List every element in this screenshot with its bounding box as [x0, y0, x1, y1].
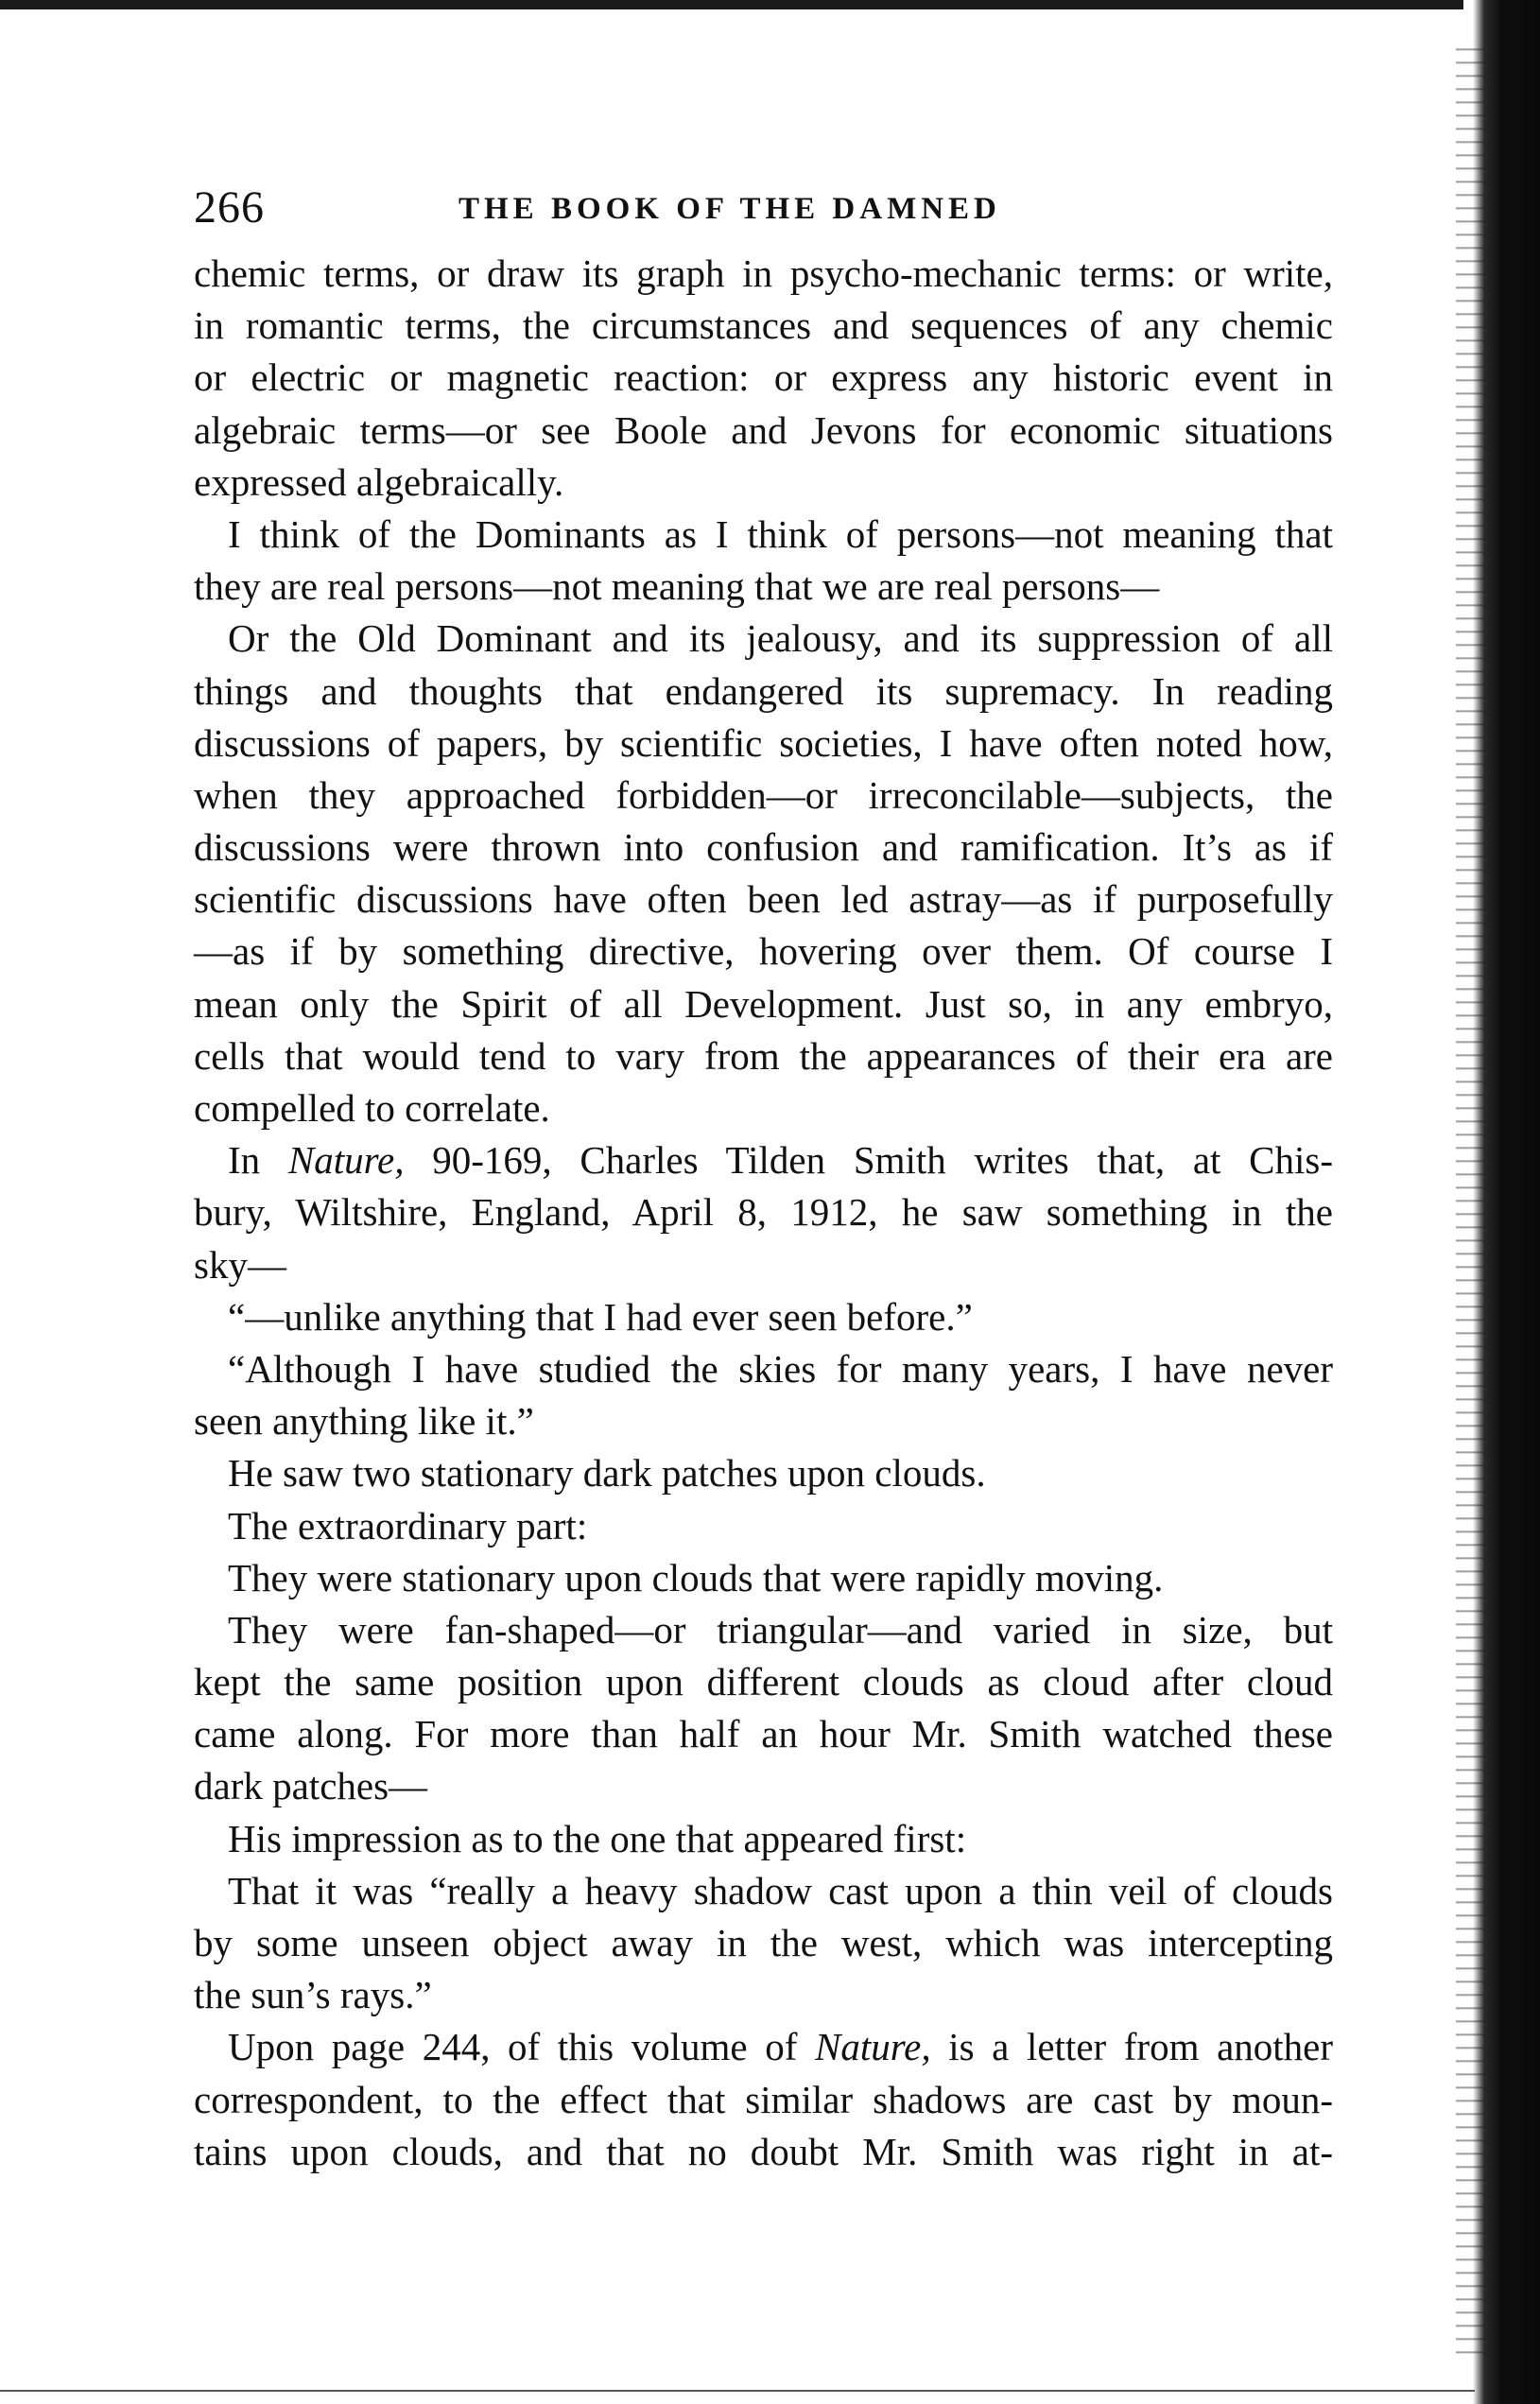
text-line: when they approached forbidden—or irreconcilable—subjects, the: [194, 772, 1333, 817]
text-line: “—unlike anything that I had ever seen before.”: [228, 1294, 973, 1339]
text-line: Or the Old Dominant and its jealousy, and its suppression of all: [228, 616, 1333, 661]
text-line: His impression as to the one that appeared first:: [228, 1816, 967, 1860]
text-line: tains upon clouds, and that no doubt Mr. Smith was right in at-: [194, 2129, 1333, 2173]
journal-title: Nature,: [814, 2025, 931, 2069]
text-line: cells that would tend to vary from the appearances of their era are: [194, 1033, 1333, 1078]
text-line: compelled to correlate.: [194, 1086, 550, 1130]
text-line: I think of the Dominants as I think of persons—not meaning that: [228, 511, 1333, 556]
scan-edge-texture: [1456, 38, 1484, 2363]
text-line: algebraic terms—or see Boole and Jevons for economic situations: [194, 407, 1333, 452]
text-line: discussions of papers, by scientific societies, I have often noted how,: [194, 720, 1333, 765]
text-line: kept the same position upon different clouds as cloud after cloud: [194, 1660, 1333, 1704]
text-line: scientific discussions have often been led astray—as if purposefully: [194, 877, 1333, 922]
text-line: dark patches—: [194, 1764, 428, 1808]
page-number: 266: [194, 182, 265, 233]
text-line: Upon page 244, of this volume of Nature, is a letter from another: [228, 2025, 1334, 2069]
text-line: expressed algebraically.: [194, 459, 564, 504]
scan-top-edge: [0, 0, 1540, 9]
text-line: That it was “really a heavy shadow cast upon a thin veil of clouds: [228, 1868, 1333, 1912]
text-line: the sun’s rays.”: [194, 1973, 432, 2017]
running-title: THE BOOK OF THE DAMNED: [459, 192, 1001, 226]
scan-bottom-edge: [0, 2390, 1475, 2392]
text-line: He saw two stationary dark patches upon clouds.: [228, 1451, 986, 1496]
text-line: The extraordinary part:: [228, 1503, 588, 1548]
text-line: In Nature, 90-169, Charles Tilden Smith writes that, at Chis-: [228, 1138, 1334, 1183]
text-line: They were stationary upon clouds that were rapidly moving.: [228, 1555, 1164, 1600]
body-text: [194, 248, 1333, 2178]
text-line: in romantic terms, the circumstances and sequences of any chemic: [194, 303, 1333, 348]
running-head: [194, 180, 1333, 236]
text-line: “Although I have studied the skies for many years, I have never: [228, 1346, 1333, 1391]
text-line: came along. For more than half an hour Mr. Smith watched these: [194, 1712, 1333, 1756]
text-line: chemic terms, or draw its graph in psycho-mechanic terms: or write,: [194, 251, 1333, 295]
text-line: bury, Wiltshire, England, April 8, 1912, he saw something in the: [194, 1190, 1333, 1235]
text-line: by some unseen object away in the west, which was intercepting: [194, 1921, 1333, 1964]
text-line: —as if by something directive, hovering over them. Of course I: [194, 929, 1333, 974]
text-line: they are real persons—not meaning that we are real persons—: [194, 564, 1160, 609]
text-line: or electric or magnetic reaction: or express any historic event in: [194, 355, 1333, 400]
journal-title: Nature,: [287, 1138, 405, 1183]
text-line: sky—: [194, 1242, 286, 1287]
text-line: They were fan-shaped—or triangular—and varied in size, but: [228, 1607, 1333, 1652]
text-line: things and thoughts that endangered its supremacy. In reading: [194, 668, 1333, 713]
text-line: discussions were thrown into confusion and ramification. It’s as if: [194, 825, 1333, 870]
text-line: mean only the Spirit of all Development. Just so, in any embryo,: [194, 981, 1333, 1026]
text-line: correspondent, to the effect that similar shadows are cast by moun-: [194, 2077, 1333, 2121]
text-line: seen anything like it.”: [194, 1399, 534, 1444]
